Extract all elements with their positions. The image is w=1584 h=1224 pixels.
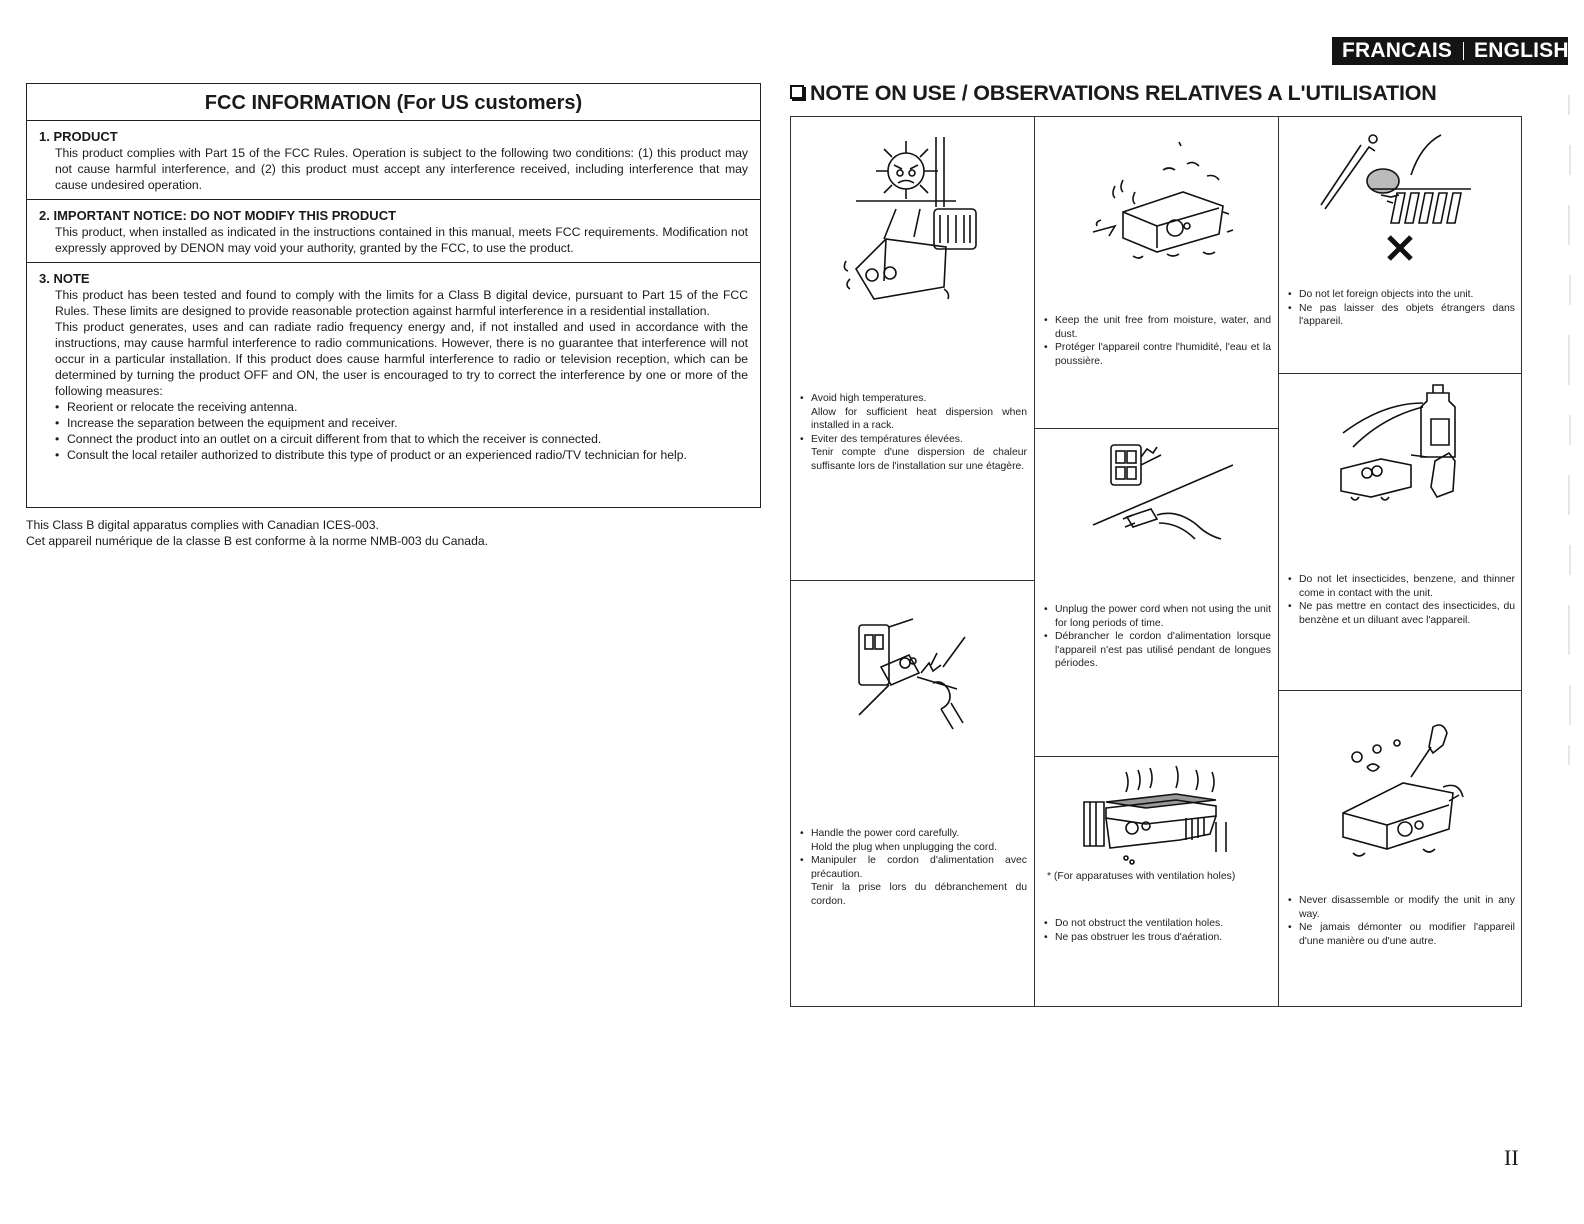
canada-french: Cet appareil numérique de la classe B est conforme à la norme NMB-003 du Canada. <box>26 534 489 548</box>
list-item: • Consult the local retailer authorized to distribute this type of product or an experienced radio/TV technician for help. <box>55 447 748 463</box>
moisture-dust-icon <box>1083 132 1243 272</box>
bullet-text: • Eviter des températures élevées. <box>799 433 1027 447</box>
disassemble-screwdriver-icon <box>1323 717 1493 867</box>
fcc-information-box <box>26 83 761 508</box>
note-title-text: NOTE ON USE / OBSERVATIONS RELATIVES A L'UTILISATION <box>810 81 1437 105</box>
language-tab <box>1332 37 1568 65</box>
unplug-outlet-icon <box>1083 435 1233 545</box>
bullet-text: • Do not let foreign objects into the unit. <box>1287 288 1515 302</box>
cell-power-cord-text <box>799 827 1027 908</box>
cell-unplug-text <box>1043 603 1271 671</box>
ventilation-footnote: * (For apparatuses with ventilation holes) <box>1047 871 1236 882</box>
language-english: ENGLISH <box>1474 39 1569 62</box>
note-title <box>790 81 1437 106</box>
section-heading: 1. PRODUCT <box>39 129 118 144</box>
foreign-objects-icon <box>1311 125 1471 275</box>
checkbox-bullet-icon <box>790 85 804 99</box>
fcc-title: FCC INFORMATION (For US customers) <box>27 84 760 121</box>
cell-ventilation-note <box>1043 870 1271 884</box>
bullet-text: • Do not let insecticides, benzene, and thinner come in contact with the unit. <box>1287 573 1515 600</box>
bullet-text: • Do not obstruct the ventilation holes. <box>1043 917 1271 931</box>
bullet-continuation: Hold the plug when unplugging the cord. <box>811 841 998 853</box>
bullet-text: • Never disassemble or modify the unit in any way. <box>1287 894 1515 921</box>
list-item: • Connect the product into an outlet on a circuit different from that to which the receiver is connected. <box>55 431 748 447</box>
bullet-text: • Keep the unit free from moisture, water, and dust. <box>1043 314 1271 341</box>
fcc-section-notice <box>27 200 760 263</box>
cell-insecticide-text <box>1287 573 1515 627</box>
cell-foreign-objects-text <box>1287 288 1515 329</box>
note-grid <box>790 116 1522 1007</box>
binding-edge-marks <box>1565 85 1575 785</box>
cell-ventilation-text <box>1043 917 1271 944</box>
bullet-text: • Unplug the power cord when not using the unit for long periods of time. <box>1043 603 1271 630</box>
bullet-text: • Ne pas obstruer les trous d'aération. <box>1043 931 1271 945</box>
language-french: FRANCAIS <box>1342 39 1453 62</box>
bullet-text: • Ne pas mettre en contact des insecticides, du benzène et un diluant avec l'appareil. <box>1287 600 1515 627</box>
hot-sun-illustration-icon <box>836 129 986 319</box>
bullet-text: • Protéger l'appareil contre l'humidité, l'eau et la poussière. <box>1043 341 1271 368</box>
bullet-text: • Handle the power cord carefully. <box>799 827 1027 841</box>
insecticide-spray-icon <box>1311 379 1491 509</box>
cell-temperature-text <box>799 392 1027 473</box>
fcc-section-note <box>27 263 760 469</box>
section-text: This product has been tested and found to comply with the limits for a Class B digital device, pursuant to Part 15 of the FCC Rules. These limits are designed to provide reasonable protection against harmful interference in a residential installation. <box>55 288 748 318</box>
cell-disassemble-text <box>1287 894 1515 948</box>
measures-list <box>55 399 748 463</box>
ventilation-blocked-icon <box>1076 762 1236 867</box>
section-heading: 3. NOTE <box>39 271 90 286</box>
power-cord-plug-icon <box>851 617 971 732</box>
bullet-text: • Débrancher le cordon d'alimentation lorsque l'appareil n'est pas utilisé pendant de longues périodes. <box>1043 630 1271 671</box>
canada-compliance <box>26 517 488 549</box>
bullet-text: • Ne pas laisser des objets étrangers dans l'appareil. <box>1287 302 1515 329</box>
section-text: This product complies with Part 15 of the FCC Rules. Operation is subject to the following two conditions: (1) this product may not cause harmful interference, and (2) this product must accept any interference received, including interference that may cause undesired operation. <box>55 146 748 192</box>
bullet-text: • Avoid high temperatures. <box>799 392 1027 406</box>
section-text: This product generates, uses and can radiate radio frequency energy and, if not installed and used in accordance with the instructions, may cause harmful interference to radio communications. However, there is no guarantee that interference will not occur in a particular installation. If this product does cause harmful interference to radio or television reception, which can be determined by turning the product OFF and ON, the user is encouraged to try to correct the interference by one or more of the following measures: <box>55 320 748 398</box>
bullet-continuation: Tenir compte d'une dispersion de chaleur suffisante lors de l'installation sur une étagère. <box>811 447 1027 472</box>
list-item: • Increase the separation between the equipment and receiver. <box>55 415 748 431</box>
bullet-text: • Ne jamais démonter ou modifier l'appareil d'une manière ou d'une autre. <box>1287 921 1515 948</box>
bullet-continuation: Tenir la prise lors du débranchement du cordon. <box>811 882 1027 907</box>
canada-english: This Class B digital apparatus complies with Canadian ICES-003. <box>26 518 379 532</box>
cell-moisture-text <box>1043 314 1271 368</box>
section-text: This product, when installed as indicated in the instructions contained in this manual, meets FCC requirements. Modification not expressly approved by DENON may void your authority, granted by the FCC, to use the product. <box>55 225 748 255</box>
bullet-continuation: Allow for sufficient heat dispersion when installed in a rack. <box>811 406 1027 431</box>
fcc-section-product <box>27 121 760 200</box>
section-heading: 2. IMPORTANT NOTICE: DO NOT MODIFY THIS PRODUCT <box>39 208 397 223</box>
list-item: • Reorient or relocate the receiving antenna. <box>55 399 748 415</box>
bullet-text: • Manipuler le cordon d'alimentation avec précaution. <box>799 854 1027 881</box>
page-number: II <box>1504 1145 1519 1170</box>
